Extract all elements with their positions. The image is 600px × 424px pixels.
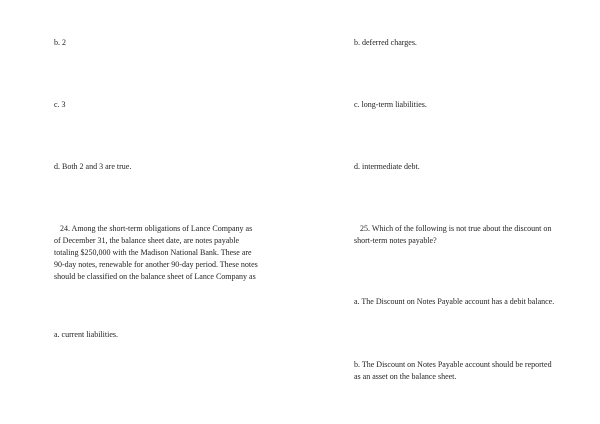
- option-d-prev-right: d. intermediate debt.: [354, 162, 420, 171]
- option-b-q25-line: as an asset on the balance sheet.: [354, 372, 457, 381]
- option-b-q25-line: b. The Discount on Notes Payable account should be reported: [354, 360, 552, 369]
- question-24: [54, 223, 258, 283]
- option-c-prev-right: c. long-term liabilities.: [354, 100, 427, 109]
- option-c-prev-left: c. 3: [54, 100, 66, 109]
- question-24-line: should be classified on the balance sheet of Lance Company as: [54, 272, 256, 281]
- option-a-q24: a. current liabilities.: [54, 330, 118, 339]
- question-24-line: 90-day notes, renewable for another 90-day period. These notes: [54, 260, 258, 269]
- option-a-q25: a. The Discount on Notes Payable account has a debit balance.: [354, 297, 555, 306]
- question-25-line: 25. Which of the following is not true about the discount on: [360, 224, 552, 233]
- question-24-line: of December 31, the balance sheet date, are notes payable: [54, 236, 240, 245]
- question-24-line: totaling $250,000 with the Madison National Bank. These are: [54, 248, 252, 257]
- option-b-prev-left: b. 2: [54, 38, 66, 47]
- option-b-q25: [354, 359, 552, 383]
- question-25: [354, 223, 551, 247]
- question-24-line: 24. Among the short-term obligations of Lance Company as: [60, 224, 253, 233]
- question-25-line: short-term notes payable?: [354, 236, 437, 245]
- option-b-prev-right: b. deferred charges.: [354, 38, 417, 47]
- option-d-prev-left: d. Both 2 and 3 are true.: [54, 162, 132, 171]
